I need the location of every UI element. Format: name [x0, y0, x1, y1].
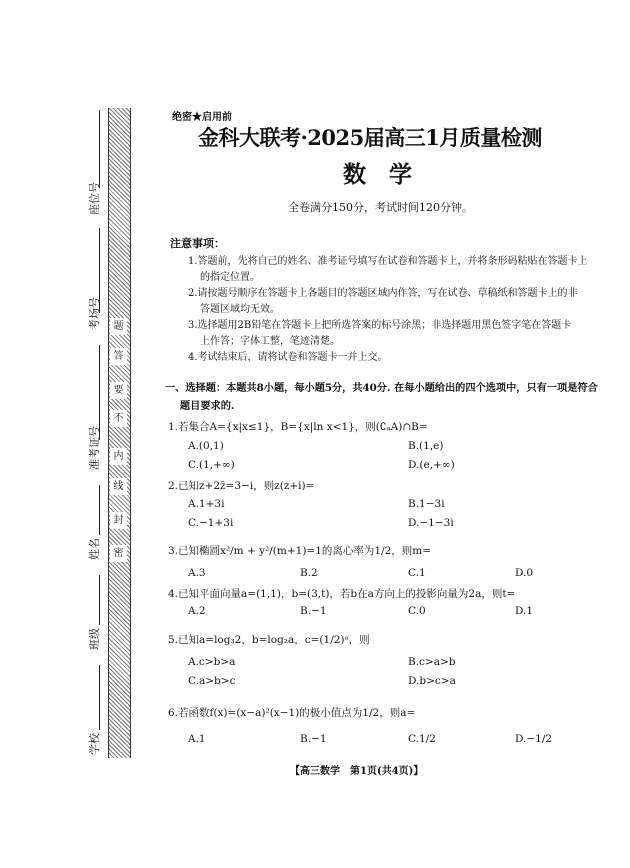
section-heading-cont: 题目要求的. [180, 400, 235, 412]
option: D.−1/2 [515, 733, 553, 745]
seal-char: 内 [110, 448, 127, 465]
option: A.1+3i [188, 498, 225, 510]
option: D.−1−3i [408, 517, 454, 529]
margin-seat-label: 座位号 [88, 182, 101, 215]
question-stem: 1.若集合A={x|x≤1}，B={x|ln x<1}，则(∁ₐA)∩B= [168, 421, 428, 433]
option: D.1 [515, 605, 534, 617]
margin-name-label: 姓名 [88, 538, 101, 560]
note-line: 2.请按题号顺序在答题卡上各题目的答题区域内作答，写在试卷、草稿纸和答题卡上的非 [188, 288, 578, 299]
margin-line [99, 110, 100, 188]
subject-title: 数 学 [343, 161, 412, 188]
note-line: 3.选择题用2B铅笔在答题卡上把所选答案的标号涂黑；非选择题用黑色签字笔在答题卡 [188, 320, 572, 331]
option: C.(1,+∞) [188, 459, 235, 471]
seal-char: 封 [110, 512, 127, 529]
option: B.(1,e) [408, 440, 444, 452]
margin-line [99, 228, 100, 313]
seal-char: 答 [110, 348, 127, 365]
seal-strip [108, 108, 131, 758]
option: B.c>a>b [408, 656, 456, 668]
note-line: 1.答题前，先将自己的姓名、准考证号填写在试卷和答题卡上，并将条形码粘贴在答题卡上 [188, 256, 588, 267]
exam-title: 金科大联考·2025届高三1月质量检测 [198, 125, 542, 150]
option: B.−1 [300, 733, 327, 745]
option: D.(e,+∞) [408, 459, 455, 471]
question-stem: 5.已知a=log₃2，b=log₂a，c=(1/2)ᵃ，则 [168, 634, 370, 646]
section-heading: 一、选择题：本题共8小题，每小题5分，共40分. 在每小题给出的四个选项中，只有一项是符合 [165, 382, 598, 394]
seal-char: 要 [110, 382, 127, 399]
margin-line [99, 665, 100, 730]
seal-char: 线 [110, 478, 127, 495]
exam-info: 全卷满分150分，考试时间120分钟。 [288, 201, 473, 214]
secret-mark: 绝密★启用前 [172, 112, 232, 123]
option: A.(0,1) [188, 440, 224, 452]
seal-char: 题 [110, 318, 127, 335]
option: B.1−3i [408, 498, 445, 510]
margin-room-label: 考场号 [88, 297, 101, 330]
note-line: 上作答；字体工整，笔迹清楚。 [200, 336, 340, 347]
question-stem: 3.已知椭圆x²/m + y²/(m+1)=1的离心率为1/2，则m= [168, 545, 432, 557]
margin-line [99, 345, 100, 440]
margin-line [99, 575, 100, 625]
option: D.0 [515, 567, 534, 579]
margin-ticket-label: 准考证号 [88, 426, 101, 470]
seal-char: 不 [110, 410, 127, 427]
question-stem: 2.已知z+2z̄=3−i，则z(z+i)= [168, 480, 315, 492]
option: B.2 [300, 567, 318, 579]
seal-char: 密 [110, 545, 127, 562]
margin-line [99, 485, 100, 535]
option: C.a>b>c [188, 675, 236, 687]
option: D.b>c>a [408, 675, 456, 687]
option: B.−1 [300, 605, 327, 617]
note-line: 答题区域均无效。 [200, 304, 280, 315]
note-line: 4.考试结束后，请将试卷和答题卡一并上交。 [188, 352, 388, 363]
option: A.1 [188, 733, 206, 745]
option: A.2 [188, 605, 206, 617]
option: C.0 [408, 605, 426, 617]
notes-title: 注意事项： [170, 237, 225, 250]
option: C.1/2 [408, 733, 436, 745]
margin-class-label: 班级 [88, 628, 101, 650]
margin-school-label: 学校 [88, 733, 101, 755]
option: A.3 [188, 567, 206, 579]
option: C.−1+3i [188, 517, 234, 529]
question-stem: 4.已知平面向量a=(1,1)，b=(3,t)，若b在a方向上的投影向量为2a，则t= [168, 588, 516, 600]
option: C.1 [408, 567, 426, 579]
option: A.c>b>a [188, 656, 236, 668]
page-footer: 【高三数学 第1页(共4页)】 [290, 766, 424, 777]
note-line: 的指定位置。 [200, 272, 260, 283]
question-stem: 6.若函数f(x)=(x−a)²(x−1)的极小值点为1/2，则a= [168, 707, 416, 719]
